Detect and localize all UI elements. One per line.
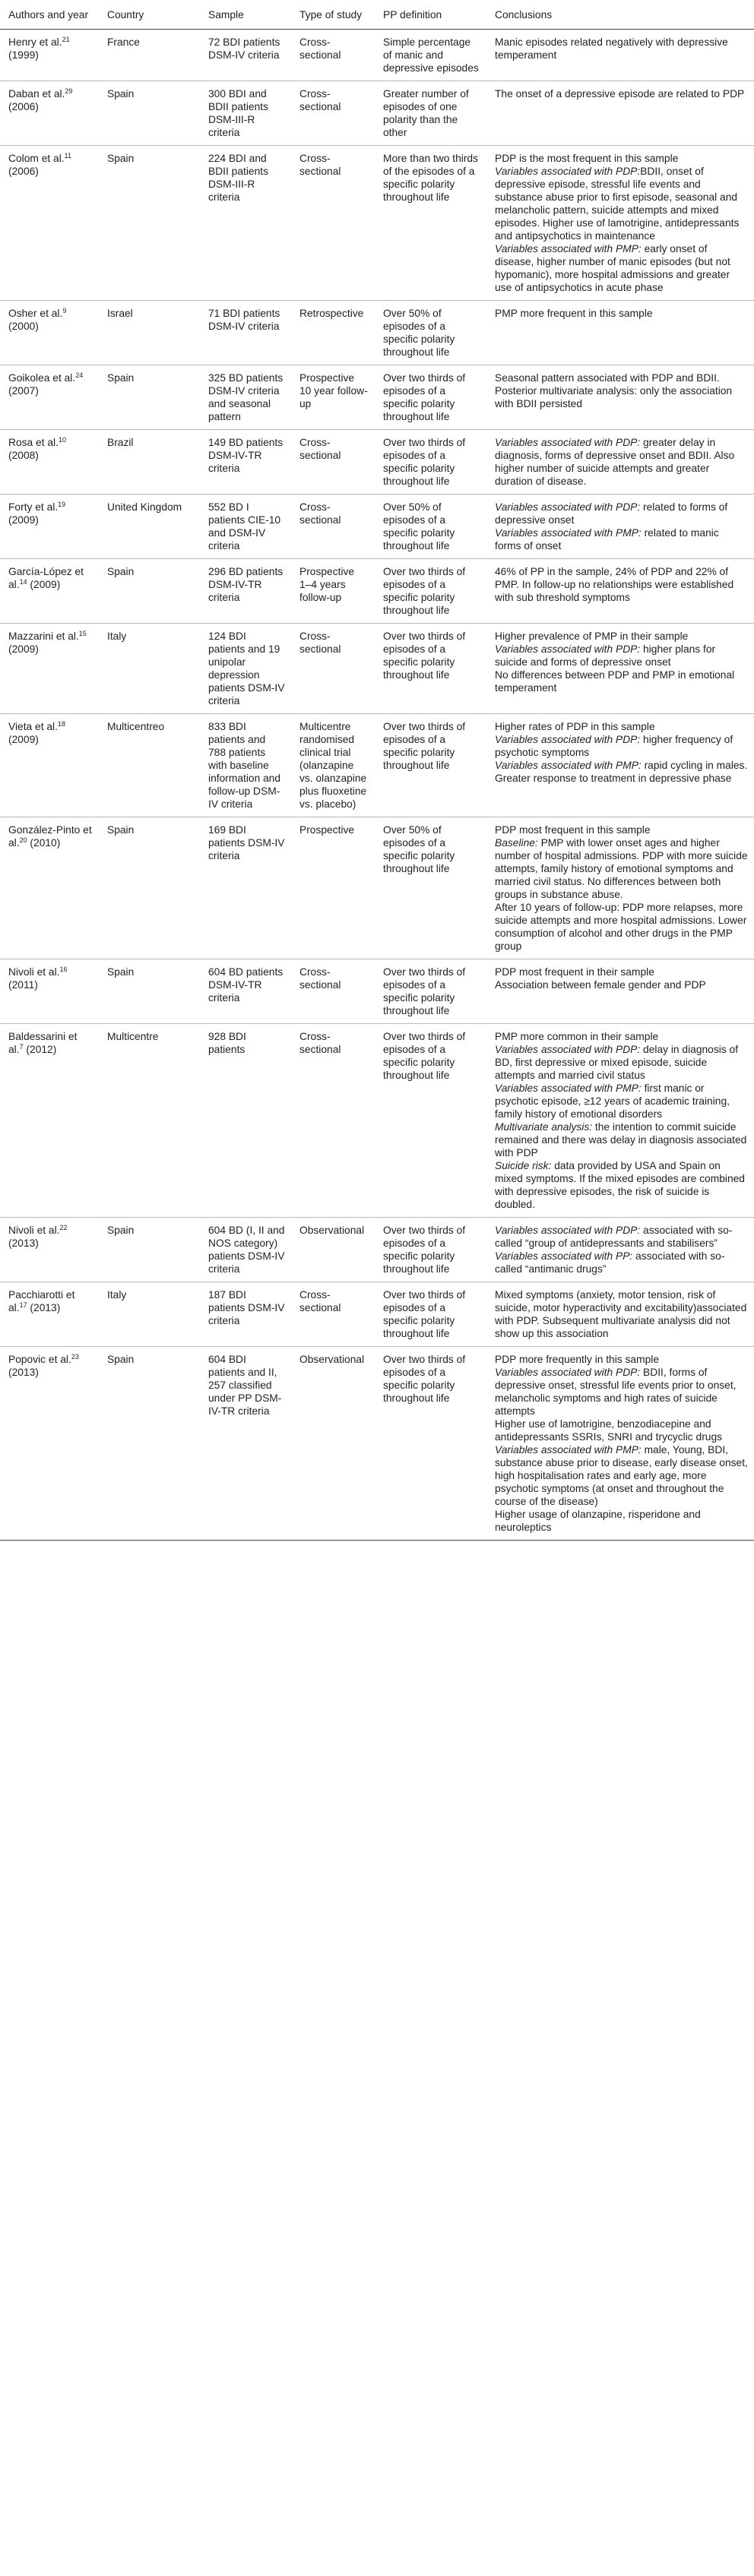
cell-pp-definition: Greater number of episodes of one polarity than the other [375, 81, 486, 146]
cell-pp-definition: Simple percentage of manic and depressive episodes [375, 30, 486, 81]
conclusion-line [495, 759, 748, 785]
conclusion-line [495, 1082, 748, 1120]
cell-authors [0, 30, 99, 81]
study-year: (2011) [8, 979, 38, 991]
cell-country: Spain [99, 1218, 200, 1282]
cell-country: Spain [99, 559, 200, 624]
cell-sample: 325 BD patients DSM-IV criteria and seasonal pattern [200, 365, 291, 430]
conclusion-label: Variables associated with PDP: [495, 734, 641, 745]
cell-pp-definition: Over 50% of episodes of a specific polarity throughout life [375, 301, 486, 365]
study-year: (2006) [8, 101, 39, 112]
author-name: Osher et al. [8, 308, 63, 319]
conclusion-text: PDP most frequent in this sample [495, 824, 651, 836]
author-name: Nivoli et al. [8, 1225, 60, 1236]
table-header [0, 0, 754, 30]
conclusion-text: first manic or psychotic episode, ≥12 years of academic training, family history of emotional disorders [495, 1083, 730, 1120]
conclusion-text: Higher use of lamotrigine, benzodiacepine and antidepressants SSRIs, SNRI and trycyclic drugs [495, 1418, 723, 1443]
table-row [0, 81, 754, 146]
cell-conclusions [486, 81, 754, 146]
author-name: Henry et al. [8, 36, 62, 48]
cell-authors [0, 495, 99, 559]
cell-pp-definition: Over 50% of episodes of a specific polarity throughout life [375, 495, 486, 559]
conclusion-label: Variables associated with PDP: [495, 501, 641, 513]
conclusion-text: Mixed symptoms (anxiety, motor tension, risk of suicide, motor hyperactivity and excitability)associated with PDP. Subsequent multivariate analysis did not show up this association [495, 1289, 747, 1339]
cell-authors [0, 624, 99, 714]
conclusion-line [495, 1043, 748, 1082]
cell-authors [0, 1218, 99, 1282]
conclusion-line [495, 501, 748, 526]
cell-authors [0, 146, 99, 301]
author-name: Colom et al. [8, 153, 65, 164]
cell-pp-definition: Over two thirds of episodes of a specific polarity throughout life [375, 559, 486, 624]
author-name: Nivoli et al. [8, 966, 60, 978]
cell-sample: 604 BDI patients and II, 257 classified under PP DSM-IV-TR criteria [200, 1347, 291, 1541]
conclusion-label: Variables associated with PDP: [495, 1044, 641, 1055]
cell-study-type: Cross-sectional [291, 624, 375, 714]
author-name: Goikolea et al. [8, 372, 76, 384]
study-year: (2007) [8, 385, 39, 397]
conclusion-line [495, 1030, 748, 1043]
conclusion-text: Manic episodes related negatively with depressive temperament [495, 36, 728, 61]
conclusion-line [495, 152, 748, 165]
conclusion-text: After 10 years of follow-up: PDP more relapses, more suicide attempts and more hospital admissions. Lower consumption of alcohol and other drugs in the PMP group [495, 902, 747, 952]
cell-country: Spain [99, 1347, 200, 1541]
conclusion-text: rapid cycling in males. Greater response to treatment in depressive phase [495, 760, 748, 784]
cell-conclusions [486, 30, 754, 81]
header-conclusions: Conclusions [486, 0, 754, 30]
author-name: Pacchiarotti et al. [8, 1289, 75, 1313]
cell-authors [0, 817, 99, 959]
cell-country: Italy [99, 1282, 200, 1347]
header-authors: Authors and year [0, 0, 99, 30]
table-row [0, 959, 754, 1024]
cell-sample: 169 BDI patients DSM-IV criteria [200, 817, 291, 959]
cell-conclusions [486, 146, 754, 301]
conclusion-text: PDP is the most frequent in this sample [495, 153, 679, 164]
conclusion-text: The onset of a depressive episode are related to PDP [495, 88, 745, 100]
conclusion-text: Association between female gender and PDP [495, 979, 706, 991]
cell-study-type: Observational [291, 1218, 375, 1282]
cell-study-type: Prospective 1–4 years follow-up [291, 559, 375, 624]
conclusion-text: related to manic forms of onset [495, 527, 719, 552]
author-name: Forty et al. [8, 501, 59, 513]
cell-conclusions [486, 714, 754, 817]
cell-study-type: Cross-sectional [291, 1282, 375, 1347]
study-year: (2009) [8, 734, 39, 745]
cell-conclusions [486, 817, 754, 959]
reference-number: 7 [19, 1043, 24, 1051]
cell-conclusions [486, 1347, 754, 1541]
conclusion-text: Higher usage of olanzapine, risperidone and neuroleptics [495, 1509, 701, 1533]
table-row [0, 817, 754, 959]
cell-country: Multicentreo [99, 714, 200, 817]
cell-authors [0, 959, 99, 1024]
conclusion-text: BDII, forms of depressive onset, stressful life events prior to onset, melancholic symptoms and high rates of suicide attempts [495, 1367, 737, 1417]
conclusion-label: Variables associated with PMP: [495, 527, 642, 539]
table-row [0, 146, 754, 301]
author-name: Daban et al. [8, 88, 65, 100]
author-name: Rosa et al. [8, 437, 59, 448]
conclusion-line [495, 1288, 748, 1340]
cell-conclusions [486, 301, 754, 365]
author-name: Popovic et al. [8, 1354, 71, 1365]
study-year: (2013) [8, 1367, 39, 1378]
reference-number: 22 [59, 1224, 68, 1231]
cell-conclusions [486, 1024, 754, 1218]
cell-authors [0, 301, 99, 365]
table-row [0, 624, 754, 714]
cell-country: Spain [99, 81, 200, 146]
author-name: Vieta et al. [8, 721, 58, 732]
conclusion-line [495, 1366, 748, 1418]
conclusion-line [495, 1224, 748, 1250]
cell-study-type: Multicentre randomised clinical trial (olanzapine vs. olanzapine plus fluoxetine vs. placebo) [291, 714, 375, 817]
reference-number: 11 [64, 152, 71, 160]
conclusion-text: male, Young, BDI, substance abuse prior to disease, early disease onset, high hospitalisation rates and early age, more psychotic symptoms (at onset and throughout the course of the disease) [495, 1444, 748, 1507]
conclusion-line [495, 901, 748, 953]
conclusion-line [495, 1418, 748, 1443]
conclusion-line [495, 978, 748, 991]
cell-country: United Kingdom [99, 495, 200, 559]
table-row [0, 301, 754, 365]
table-body [0, 30, 754, 1541]
cell-sample: 224 BDI and BDII patients DSM-III-R criteria [200, 146, 291, 301]
conclusion-line [495, 36, 748, 62]
cell-sample: 124 BDI patients and 19 unipolar depression patients DSM-IV criteria [200, 624, 291, 714]
reference-number: 16 [59, 966, 68, 973]
cell-pp-definition: Over 50% of episodes of a specific polarity throughout life [375, 817, 486, 959]
study-year: (2009) [27, 579, 61, 590]
cell-authors [0, 714, 99, 817]
conclusion-text: higher frequency of psychotic symptoms [495, 734, 733, 758]
cell-authors [0, 365, 99, 430]
conclusion-label: Variables associated with PMP: [495, 243, 642, 254]
cell-sample: 928 BDI patients [200, 1024, 291, 1218]
conclusion-text: delay in diagnosis of BD, first depressive or mixed episode, suicide attempts and married civil status [495, 1044, 739, 1081]
cell-pp-definition: Over two thirds of episodes of a specific polarity throughout life [375, 365, 486, 430]
cell-study-type: Observational [291, 1347, 375, 1541]
conclusion-text: 46% of PP in the sample, 24% of PDP and 22% of PMP. In follow-up no relationships were established with sub threshold symptoms [495, 566, 734, 603]
conclusion-line [495, 966, 748, 978]
reference-number: 9 [62, 307, 67, 314]
conclusion-line [495, 643, 748, 668]
study-year: (2013) [27, 1302, 61, 1313]
study-year: (2009) [8, 643, 39, 655]
cell-authors [0, 1347, 99, 1541]
conclusion-line [495, 165, 748, 242]
conclusion-line [495, 836, 748, 901]
table-row [0, 1024, 754, 1218]
cell-pp-definition: Over two thirds of episodes of a specific polarity throughout life [375, 1282, 486, 1347]
cell-sample: 296 BD patients DSM-IV-TR criteria [200, 559, 291, 624]
cell-sample: 187 BDI patients DSM-IV criteria [200, 1282, 291, 1347]
cell-country: Israel [99, 301, 200, 365]
conclusion-line [495, 87, 748, 100]
conclusion-text: PMP more frequent in this sample [495, 308, 653, 319]
cell-pp-definition: Over two thirds of episodes of a specific polarity throughout life [375, 959, 486, 1024]
reference-number: 17 [19, 1301, 27, 1309]
conclusion-text: higher plans for suicide and forms of depressive onset [495, 643, 716, 668]
cell-study-type: Cross-sectional [291, 81, 375, 146]
table-row [0, 1218, 754, 1282]
conclusion-line [495, 1353, 748, 1366]
cell-authors [0, 1024, 99, 1218]
conclusion-line [495, 371, 748, 410]
conclusion-line [495, 1159, 748, 1211]
conclusion-line [495, 307, 748, 320]
conclusion-line [495, 1250, 748, 1275]
conclusion-text: No differences between PDP and PMP in emotional temperament [495, 669, 735, 694]
table-row [0, 365, 754, 430]
reference-number: 10 [58, 436, 66, 444]
study-year: (2000) [8, 321, 39, 332]
table-row [0, 559, 754, 624]
conclusion-label: Baseline: [495, 837, 538, 849]
conclusion-line [495, 1120, 748, 1159]
cell-pp-definition: More than two thirds of the episodes of a specific polarity throughout life [375, 146, 486, 301]
conclusion-line [495, 1443, 748, 1508]
reference-number: 23 [71, 1353, 79, 1361]
conclusion-label: Variables associated with PMP: [495, 1083, 642, 1094]
cell-pp-definition: Over two thirds of episodes of a specific polarity throughout life [375, 1024, 486, 1218]
conclusion-line [495, 630, 748, 643]
conclusion-text: data provided by USA and Spain on mixed symptoms. If the mixed episodes are combined with depressive episodes, the risk of suicide is doubled. [495, 1160, 745, 1210]
header-sample: Sample [200, 0, 291, 30]
cell-authors [0, 430, 99, 495]
conclusion-label: Variables associated with PDP: [495, 437, 641, 448]
cell-conclusions [486, 1282, 754, 1347]
conclusion-label: Variables associated with PP: [495, 1250, 633, 1262]
cell-study-type: Cross-sectional [291, 30, 375, 81]
cell-country: Italy [99, 624, 200, 714]
cell-study-type: Cross-sectional [291, 146, 375, 301]
reference-number: 29 [65, 87, 73, 95]
conclusion-label: Variables associated with PDP: [495, 166, 641, 177]
reference-number: 20 [19, 836, 27, 844]
conclusion-text: Higher rates of PDP in this sample [495, 721, 655, 732]
cell-conclusions [486, 1218, 754, 1282]
table-row [0, 495, 754, 559]
cell-sample: 604 BD patients DSM-IV-TR criteria [200, 959, 291, 1024]
cell-country: Spain [99, 817, 200, 959]
table-row [0, 1282, 754, 1347]
conclusion-label: Multivariate analysis: [495, 1121, 593, 1133]
conclusion-label: Variables associated with PDP: [495, 1367, 641, 1378]
reference-number: 24 [75, 371, 84, 379]
conclusion-text: the intention to commit suicide remained and there was delay in diagnosis associated with PDP [495, 1121, 747, 1158]
header-pp-definition: PP definition [375, 0, 486, 30]
table-row [0, 30, 754, 81]
cell-country: Spain [99, 146, 200, 301]
cell-conclusions [486, 430, 754, 495]
author-name: Mazzarini et al. [8, 631, 79, 642]
cell-conclusions [486, 559, 754, 624]
cell-study-type: Prospective 10 year follow-up [291, 365, 375, 430]
author-name: García-López et al. [8, 566, 84, 590]
header-country: Country [99, 0, 200, 30]
conclusion-text: Seasonal pattern associated with PDP and BDII. Posterior multivariate analysis: only the association with BDII persisted [495, 372, 733, 409]
cell-country: Spain [99, 959, 200, 1024]
conclusion-line [495, 242, 748, 294]
cell-study-type: Cross-sectional [291, 1024, 375, 1218]
cell-sample: 72 BDI patients DSM-IV criteria [200, 30, 291, 81]
cell-authors [0, 81, 99, 146]
header-type: Type of study [291, 0, 375, 30]
study-year: (2009) [8, 514, 39, 526]
conclusion-label: Variables associated with PDP: [495, 643, 641, 655]
reference-number: 15 [78, 630, 87, 637]
conclusion-line [495, 733, 748, 759]
cell-sample: 71 BDI patients DSM-IV criteria [200, 301, 291, 365]
conclusion-text: related to forms of depressive onset [495, 501, 728, 526]
study-year: (2012) [23, 1044, 57, 1055]
cell-country: France [99, 30, 200, 81]
cell-pp-definition: Over two thirds of episodes of a specific polarity throughout life [375, 624, 486, 714]
author-name: González-Pinto et al. [8, 824, 92, 849]
conclusion-label: Suicide risk: [495, 1160, 552, 1171]
study-year: (2010) [27, 837, 61, 849]
cell-conclusions [486, 959, 754, 1024]
cell-country: Multicentre [99, 1024, 200, 1218]
conclusion-text: PDP most frequent in their sample [495, 966, 654, 978]
cell-sample: 149 BD patients DSM-IV-TR criteria [200, 430, 291, 495]
conclusion-line [495, 720, 748, 733]
conclusion-line [495, 565, 748, 604]
study-year: (2008) [8, 450, 39, 461]
table-row [0, 430, 754, 495]
cell-pp-definition: Over two thirds of episodes of a specific polarity throughout life [375, 1347, 486, 1541]
table-row [0, 714, 754, 817]
conclusion-label: Variables associated with PMP: [495, 1444, 642, 1456]
cell-study-type: Retrospective [291, 301, 375, 365]
author-name: Baldessarini et al. [8, 1031, 78, 1055]
study-year: (2013) [8, 1237, 39, 1249]
reference-number: 21 [62, 36, 70, 43]
cell-pp-definition: Over two thirds of episodes of a specific polarity throughout life [375, 430, 486, 495]
cell-conclusions [486, 495, 754, 559]
conclusion-text: Higher prevalence of PMP in their sample [495, 631, 689, 642]
cell-pp-definition: Over two thirds of episodes of a specific polarity throughout life [375, 1218, 486, 1282]
conclusion-text: PMP with lower onset ages and higher number of hospital admissions. PDP with more suicide attempts, family history of emotional symptoms and married civil status. No differences between both groups in substance abuse. [495, 837, 748, 900]
conclusion-line [495, 436, 748, 488]
conclusion-text: associated with so- called “group of antidepressants and stabilisers” [495, 1225, 733, 1249]
cell-sample: 300 BDI and BDII patients DSM-III-R criteria [200, 81, 291, 146]
cell-sample: 833 BDI patients and 788 patients with baseline information and follow-up DSM-IV criteria [200, 714, 291, 817]
conclusion-label: Variables associated with PMP: [495, 760, 642, 771]
cell-study-type: Prospective [291, 817, 375, 959]
cell-authors [0, 1282, 99, 1347]
cell-study-type: Cross-sectional [291, 495, 375, 559]
conclusion-line [495, 1508, 748, 1534]
conclusion-text: greater delay in diagnosis, forms of depressive onset and BDII. Also higher number of suicide attempts and greater duration of disease. [495, 437, 735, 487]
reference-number: 19 [58, 501, 66, 508]
conclusion-text: BDII, onset of depressive episode, stressful life events and substance abuse prior to first episode, seasonal and melancholic pattern, suicide attempts and mixed episodes. Higher use of lamotrigine, antidepressants and antipsychotics in maintenance [495, 166, 740, 242]
reference-number: 14 [19, 578, 27, 586]
cell-study-type: Cross-sectional [291, 959, 375, 1024]
cell-sample: 552 BD I patients CIE-10 and DSM-IV criteria [200, 495, 291, 559]
cell-conclusions [486, 365, 754, 430]
reference-number: 18 [57, 720, 65, 728]
conclusion-line [495, 526, 748, 552]
conclusion-text: associated with so-called “antimanic drugs” [495, 1250, 725, 1275]
cell-pp-definition: Over two thirds of episodes of a specific polarity throughout life [375, 714, 486, 817]
cell-country: Spain [99, 365, 200, 430]
study-year: (2006) [8, 166, 39, 177]
conclusion-text: PDP more frequently in this sample [495, 1354, 659, 1365]
conclusion-text: early onset of disease, higher number of manic episodes (but not hypomanic), more hospital admissions and greater use of antipsychotics in acute phase [495, 243, 730, 293]
conclusion-line [495, 668, 748, 694]
conclusion-label: Variables associated with PDP: [495, 1225, 641, 1236]
table-row [0, 1347, 754, 1541]
cell-study-type: Cross-sectional [291, 430, 375, 495]
cell-conclusions [486, 624, 754, 714]
study-year: (1999) [8, 49, 39, 61]
cell-country: Brazil [99, 430, 200, 495]
conclusion-text: PMP more common in their sample [495, 1031, 659, 1042]
conclusion-line [495, 823, 748, 836]
cell-sample: 604 BD (I, II and NOS category) patients DSM-IV criteria [200, 1218, 291, 1282]
cell-authors [0, 559, 99, 624]
